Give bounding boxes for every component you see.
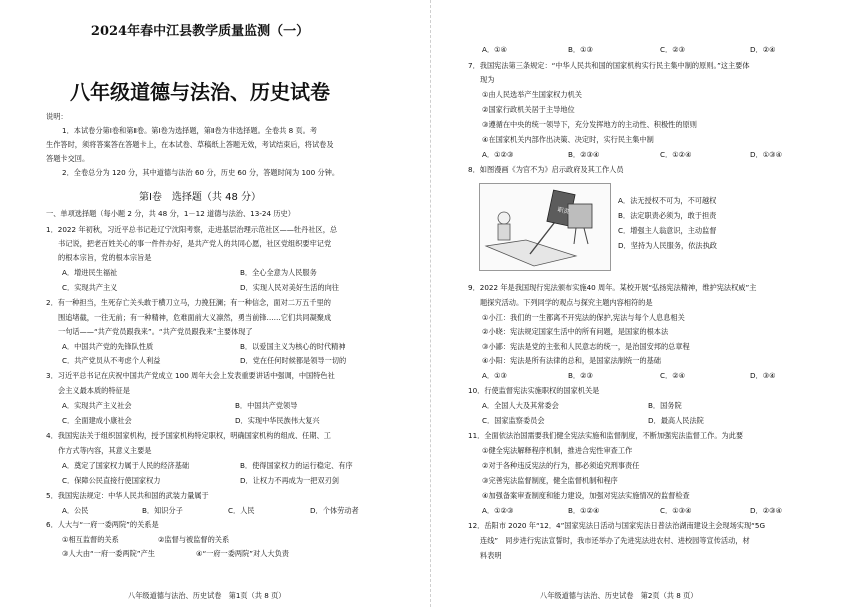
note-line: 答题卡交回。: [46, 154, 90, 163]
exam-page-1: [0, 0, 428, 607]
option: C．保障公民直接行使国家权力: [62, 476, 161, 485]
question-3-line: 会主义最本质的特征是: [58, 386, 130, 395]
question-4-line: 作方式等内容，其意义主要是: [58, 446, 152, 455]
option: D．①③④: [750, 150, 783, 159]
question-1-line: 书记说，把老百姓关心的事一件件办好，是共产党人的共同心愿，社区党组织要牢记党: [58, 239, 332, 248]
question-12-line: 连线” 同步进行宪法宣誓时，我市还举办了先进宪法进农村、进校园等宣传活动，材: [480, 536, 750, 545]
option: B．以爱国主义为核心的时代精神: [240, 342, 346, 351]
option: A．全国人大及其常委会: [482, 401, 559, 410]
option: B．知识分子: [142, 506, 183, 515]
note-line: 2．全卷总分为 120 分，其中道德与法治 60 分，历史 60 分，答题时间为 100 分钟。: [62, 168, 340, 177]
option: A．实现共产主义社会: [62, 401, 132, 410]
option: A．①②③: [482, 150, 514, 159]
option: C．实现共产主义: [62, 283, 118, 292]
question-12-line: 12．岳阳市 2020 年“12．4”国家宪法日活动与国家宪法日普法治湖南建设主会现场实现“5G: [468, 521, 766, 530]
question-3-line: 3．习近平总书记在庆祝中国共产党成立 100 周年大会上发表重要讲话中强调，中国特色社: [46, 371, 335, 380]
statement-item: ①小江：我们的一生都离不开宪法的保护,宪法与每个人息息相关: [482, 313, 685, 322]
option: D．实现人民对美好生活的向往: [240, 283, 339, 292]
statement-item: ②对于各种违反宪法的行为，都必须追究刑事责任: [482, 461, 640, 470]
option: B．①②④: [568, 506, 600, 515]
option: D．个体劳动者: [310, 506, 359, 515]
statement-item: ②国家行政机关居于主导地位: [482, 105, 575, 114]
option: A．中国共产党的先锋队性质: [62, 342, 154, 351]
option: C．②④: [660, 371, 686, 380]
option: D．实现中华民族伟大复兴: [235, 416, 320, 425]
option: A．公民: [62, 506, 89, 515]
question-9-line: 9．2022 年是我国现行宪法颁布实施40 周年。某校开展“弘扬宪法精神，维护宪法权威”主: [468, 283, 757, 292]
option: C．①③④: [660, 506, 692, 515]
statement-item: ③小鄙：宪法是党的主张和人民意志的统一，是治国安邦的总章程: [482, 342, 690, 351]
statement-item: ③人大由“一府一委两院”产生: [62, 549, 155, 558]
option: D．③④: [750, 371, 776, 380]
option: A．①②③: [482, 506, 514, 515]
question-7-line: 现为: [480, 75, 495, 84]
exam-page-2: [432, 0, 860, 607]
option: D．让权力不再成为一把双刃剑: [240, 476, 339, 485]
option: C．人民: [228, 506, 255, 515]
question-2-line: 2．有一种担当，生死存亡关头敢于横刀立马，力挽狂澜；有一种信念，面对二万五千里的: [46, 298, 331, 307]
question-2-line: 围追堵截，一往无前；有一种精神，危难面前大义凛然，勇当前锋……它们共同凝聚成: [58, 313, 332, 322]
option: D．最高人民法院: [648, 416, 704, 425]
option: B．②③④: [568, 150, 600, 159]
statement-item: ④在国家机关内部作出决策、决定时，实行民主集中制: [482, 135, 654, 144]
option: C．全面建成小康社会: [62, 416, 132, 425]
exam-subtitle: 八年级道德与法治、历史试卷: [70, 80, 330, 104]
statement-item: ③完善宪法监督制度，健全监督机制和程序: [482, 476, 618, 485]
statement-item: ④小阳：宪法是所有法律的总和，是国家法制统一的基础: [482, 356, 661, 365]
option: C．①②④: [660, 150, 692, 159]
question-7-line: 7．我国宪法第三条规定：“中华人民共和国的国家机构实行民主集中制的原则。”这主要体: [468, 61, 750, 70]
statement-item: ②小晓：宪法规定国家生活中的所有问题，是国家的根本法: [482, 327, 669, 336]
option: D．②③④: [750, 506, 783, 515]
statement-item: ①相互监督的关系: [62, 535, 119, 544]
question-9-line: 题探究活动。下列同学的观点与探究主题内容相符的是: [480, 298, 653, 307]
option: C．国家监察委员会: [482, 416, 545, 425]
note-line: 生作答时，须将答案答在答题卡上，在本试卷、草稿纸上答题无效，考试结束后，将试卷及: [46, 140, 334, 149]
question-10: 10．行使监督宪法实施职权的国家机关是: [468, 386, 600, 395]
exam-title: 2024年春中江县教学质量监测（一）: [90, 24, 310, 39]
question-6: 6．人大与“一府一委两院”的关系是: [46, 520, 159, 529]
statement-item: ②监督与被监督的关系: [158, 535, 230, 544]
page-footer: 八年级道德与法治、历史试卷 第1页（共 8 页）: [128, 591, 286, 600]
option: C．②③: [660, 45, 686, 54]
part-title: 一、单项选择题（每小题 2 分，共 48 分，1－12 道德与法治、13-24 历史）: [46, 209, 295, 218]
option: D．党在任何时候都是领导一切的: [240, 356, 347, 365]
option: B．法定职责必须为，敢于担责: [618, 211, 717, 220]
option: B．全心全意为人民服务: [240, 268, 317, 277]
statement-item: ④加强备案审查制度和能力建设，加强对宪法实施情况的监督检查: [482, 491, 690, 500]
option: B．②③: [568, 371, 594, 380]
cartoon-label: 职责: [556, 206, 571, 216]
section-heading: 第Ⅰ卷 选择题（共 48 分）: [138, 192, 262, 203]
option: A．①③: [482, 371, 507, 380]
statement-item: ①健全宪法解释程序机制，推进合宪性审查工作: [482, 446, 633, 455]
question-4-line: 4．我国宪法关于组织国家机构，授予国家机构特定职权，明确国家机构的组成、任期、工: [46, 431, 331, 440]
option: A．奠定了国家权力属于人民的经济基础: [62, 461, 190, 470]
question-2-line: 一句话——“共产党员跟我来”。“共产党员跟我来”主要体现了: [58, 327, 253, 336]
question-1-line: 1．2022 年初秋，习近平总书记赴辽宁沈阳考察，走进基层治理示范社区——牡丹社区，总: [46, 225, 338, 234]
page-footer: 八年级道德与法治、历史试卷 第2页（共 8 页）: [540, 591, 698, 600]
option: B．使得国家权力的运行稳定、有序: [240, 461, 353, 470]
cartoon-image: [479, 183, 611, 271]
option: A．①④: [482, 45, 507, 54]
option: A．增进民生福祉: [62, 268, 118, 277]
cartoon-drawing: [480, 184, 610, 270]
question-12-line: 料表明: [480, 551, 502, 560]
option: C．增强主人翁意识，主动监督: [618, 226, 717, 235]
option: A．法无授权不可为，不可越权: [618, 196, 717, 205]
question-11: 11．全面依法治国需要我们健全宪法实施和监督制度，不断加强宪法监督工作。为此要: [468, 431, 744, 440]
option: D．②④: [750, 45, 776, 54]
statement-item: ①由人民选举产生国家权力机关: [482, 90, 582, 99]
question-1-line: 的根本宗旨，党的根本宗旨是: [58, 253, 152, 262]
statement-item: ③遵循在中央的统一领导下，充分发挥地方的主动性、积极性的原则: [482, 120, 697, 129]
statement-item: ④“一府一委两院”对人大负责: [196, 549, 289, 558]
question-5: 5．我国宪法规定：中华人民共和国的武装力量属于: [46, 491, 209, 500]
option: B．中国共产党领导: [235, 401, 298, 410]
note-line: 1．本试卷分第Ⅰ卷和第Ⅱ卷。第Ⅰ卷为选择题，第Ⅱ卷为非选择题。全卷共 8 页。考: [62, 126, 318, 135]
option: B．国务院: [648, 401, 682, 410]
notes-heading: 说明：: [46, 112, 68, 121]
option: D．坚持为人民服务，依法执政: [618, 241, 717, 250]
option: C．共产党员从不考虑个人利益: [62, 356, 161, 365]
page-divider: [430, 0, 431, 607]
question-8: 8．如图漫画《为官不为》启示政府及其工作人员: [468, 165, 624, 174]
option: B．①③: [568, 45, 594, 54]
